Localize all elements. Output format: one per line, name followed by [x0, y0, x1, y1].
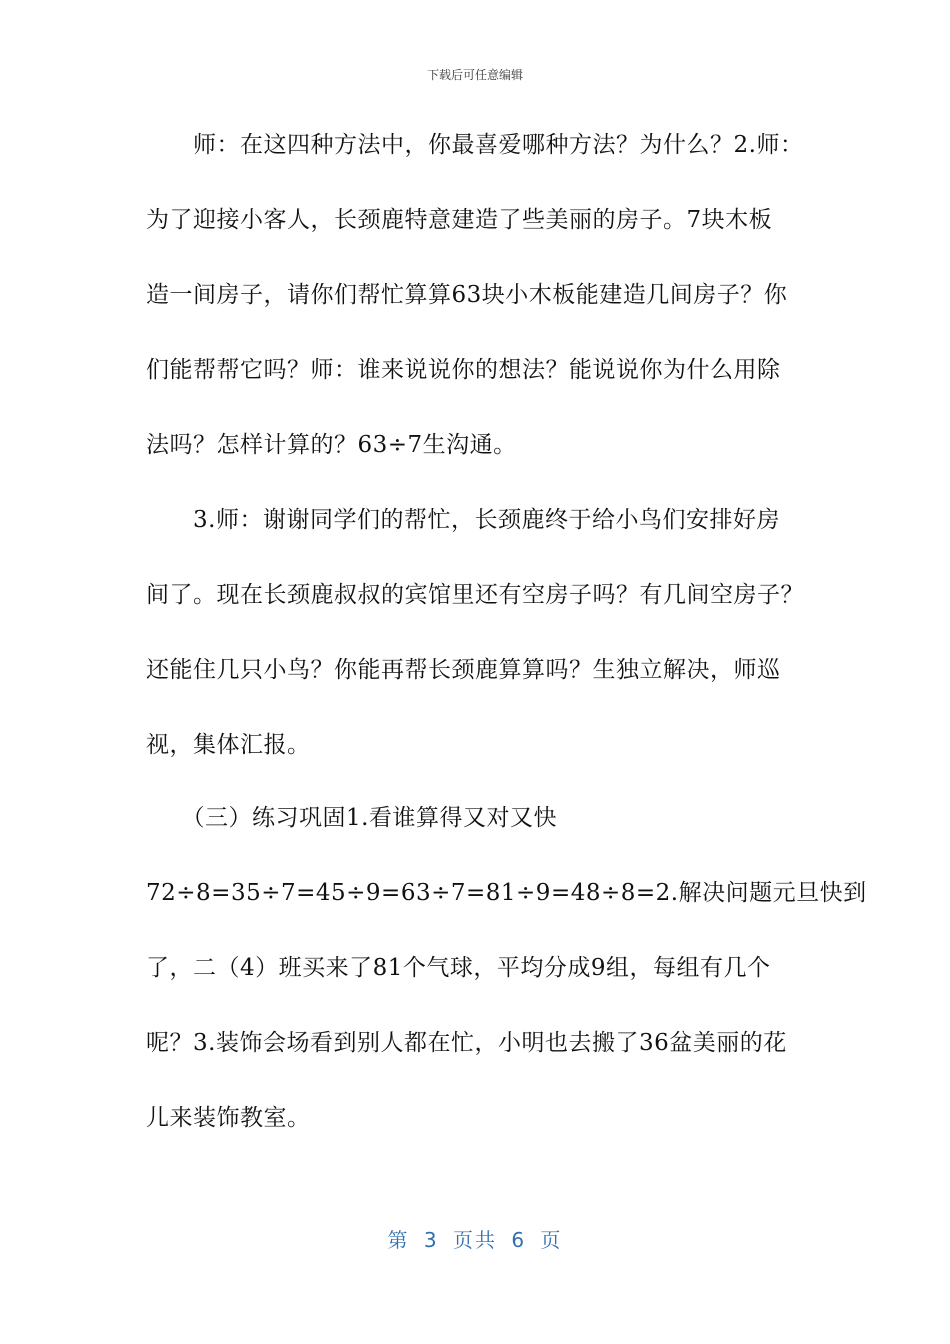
body-line: 法吗？怎样计算的？63÷7生沟通。	[146, 432, 517, 458]
body-line: 呢？3.装饰会场看到别人都在忙，小明也去搬了36盆美丽的花	[146, 1030, 787, 1056]
body-line: 师：在这四种方法中，你最喜爱哪种方法？为什么？2.师：	[146, 132, 804, 158]
body-line: （三）练习巩固1.看谁算得又对又快	[146, 805, 557, 831]
body-line: 3.师：谢谢同学们的帮忙，长颈鹿终于给小鸟们安排好房	[146, 507, 780, 533]
body-line: 视，集体汇报。	[146, 732, 311, 758]
body-line: 还能住几只小鸟？你能再帮长颈鹿算算吗？生独立解决，师巡	[146, 657, 781, 683]
body-line: 们能帮帮它吗？师：谁来说说你的想法？能说说你为什么用除	[146, 357, 781, 383]
body-line: 72÷8=35÷7=45÷9=63÷7=81÷9=48÷8=2.解决问题元旦快到	[146, 880, 867, 906]
body-line: 为了迎接小客人，长颈鹿特意建造了些美丽的房子。7块木板	[146, 207, 773, 233]
body-line: 间了。现在长颈鹿叔叔的宾馆里还有空房子吗？有几间空房子？	[146, 582, 804, 608]
body-line: 造一间房子，请你们帮忙算算63块小木板能建造几间房子？你	[146, 282, 788, 308]
body-line: 了，二（4）班买来了81个气球，平均分成9组，每组有几个	[146, 955, 771, 981]
body-line: 儿来装饰教室。	[146, 1105, 311, 1131]
page-header: 下载后可任意编辑	[426, 68, 523, 82]
page-number-footer: 第 3 页共 6 页	[387, 1228, 563, 1252]
